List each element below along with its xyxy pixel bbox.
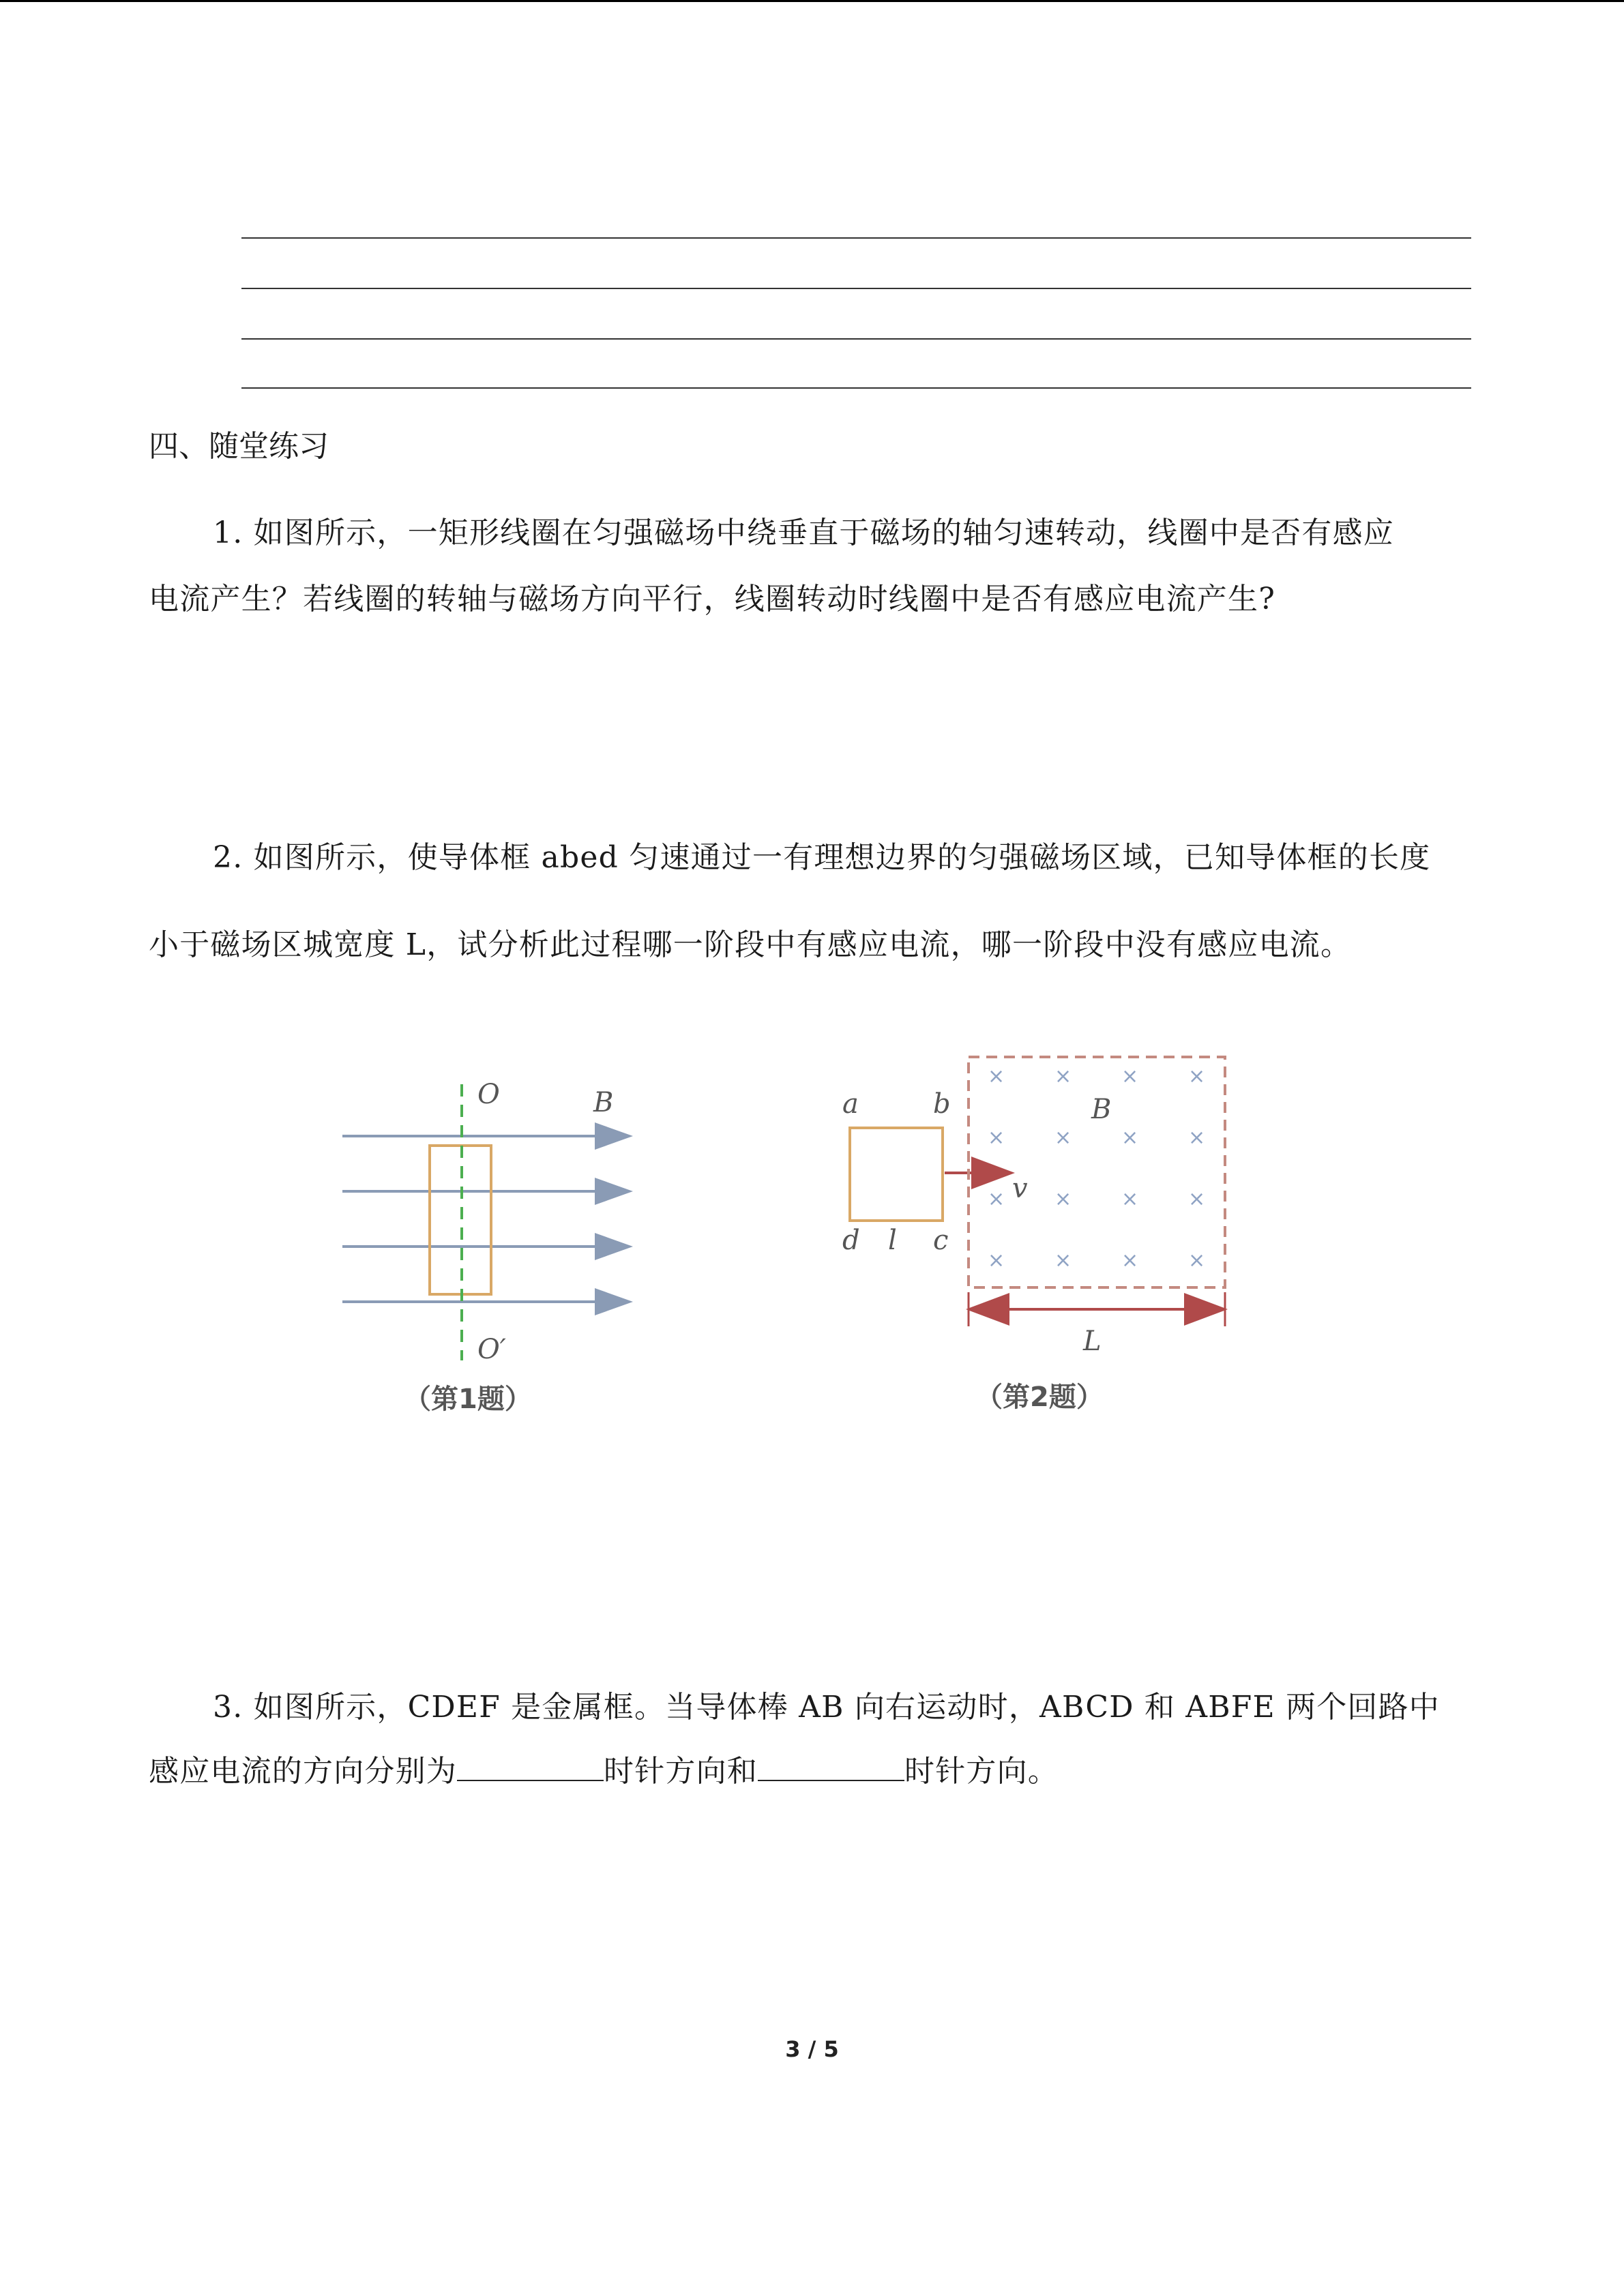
figure-1-caption: （第1题） — [404, 1384, 532, 1415]
page-top-border — [0, 0, 1624, 2]
corner-label-a: a — [842, 1088, 859, 1120]
axis-label-bottom: O′ — [477, 1334, 506, 1365]
field-cross: × — [1121, 1187, 1139, 1211]
corner-label-b: b — [933, 1088, 951, 1120]
field-cross: × — [1054, 1126, 1072, 1150]
field-cross: × — [1188, 1064, 1206, 1088]
figure-svg — [300, 982, 1391, 1473]
question-2-line-2: 小于磁场区城宽度 L，试分析此过程哪一阶段中有感应电流，哪一阶段中没有感应电流。 — [149, 927, 1352, 962]
field-label: B — [593, 1087, 614, 1118]
field-cross: × — [1054, 1064, 1072, 1088]
answer-line — [241, 338, 1471, 340]
field-cross: × — [1121, 1249, 1139, 1272]
field-label-b: B — [1091, 1094, 1112, 1125]
field-cross: × — [988, 1187, 1005, 1211]
question-3-text-b: 时针方向和 — [604, 1754, 758, 1789]
figure-2-caption: （第2题） — [975, 1382, 1104, 1413]
width-label: L — [1083, 1326, 1102, 1357]
field-cross: × — [988, 1126, 1005, 1150]
field-cross: × — [988, 1064, 1005, 1088]
answer-line — [241, 288, 1471, 289]
figure-2 — [842, 1057, 1225, 1413]
answer-line — [241, 387, 1471, 389]
field-cross: × — [1121, 1126, 1139, 1150]
figure-1 — [342, 1079, 628, 1415]
question-2-line-1: 2. 如图所示，使导体框 abed 匀速通过一有理想边界的匀强磁场区域，已知导体框的长度 — [213, 840, 1431, 875]
answer-blank-1[interactable] — [457, 1750, 604, 1781]
question-3-line-2 — [149, 1750, 1059, 1791]
field-cross: × — [1188, 1126, 1206, 1150]
answer-line — [241, 237, 1471, 239]
side-label-l: l — [888, 1225, 897, 1256]
velocity-label: v — [1012, 1173, 1028, 1204]
figure-problems-1-2 — [300, 982, 1391, 1473]
conductor-frame — [850, 1128, 943, 1221]
answer-blank-2[interactable] — [758, 1750, 904, 1781]
field-cross: × — [1188, 1187, 1206, 1211]
corner-label-d: d — [842, 1225, 860, 1256]
question-3-text-a: 感应电流的方向分别为 — [149, 1754, 457, 1789]
corner-label-c: c — [933, 1225, 949, 1256]
field-cross: × — [988, 1249, 1005, 1272]
field-cross: × — [1188, 1249, 1206, 1272]
question-1-line-1: 1. 如图所示，一矩形线圈在匀强磁场中绕垂直于磁场的轴匀速转动，线圈中是否有感应 — [213, 516, 1394, 550]
page-number: 3 / 5 — [785, 2036, 839, 2062]
field-cross: × — [1054, 1187, 1072, 1211]
field-cross: × — [1121, 1064, 1139, 1088]
section-heading: 四、随堂练习 — [149, 429, 329, 464]
question-3-text-c: 时针方向。 — [904, 1754, 1059, 1789]
question-1-line-2: 电流产生？若线圈的转轴与磁场方向平行，线圈转动时线圈中是否有感应电流产生? — [149, 582, 1275, 616]
field-cross: × — [1054, 1249, 1072, 1272]
axis-label-top: O — [477, 1079, 500, 1110]
question-3-line-1: 3. 如图所示，CDEF 是金属框。当导体棒 AB 向右运动时，ABCD 和 ABFE 两个回路中 — [213, 1690, 1441, 1725]
